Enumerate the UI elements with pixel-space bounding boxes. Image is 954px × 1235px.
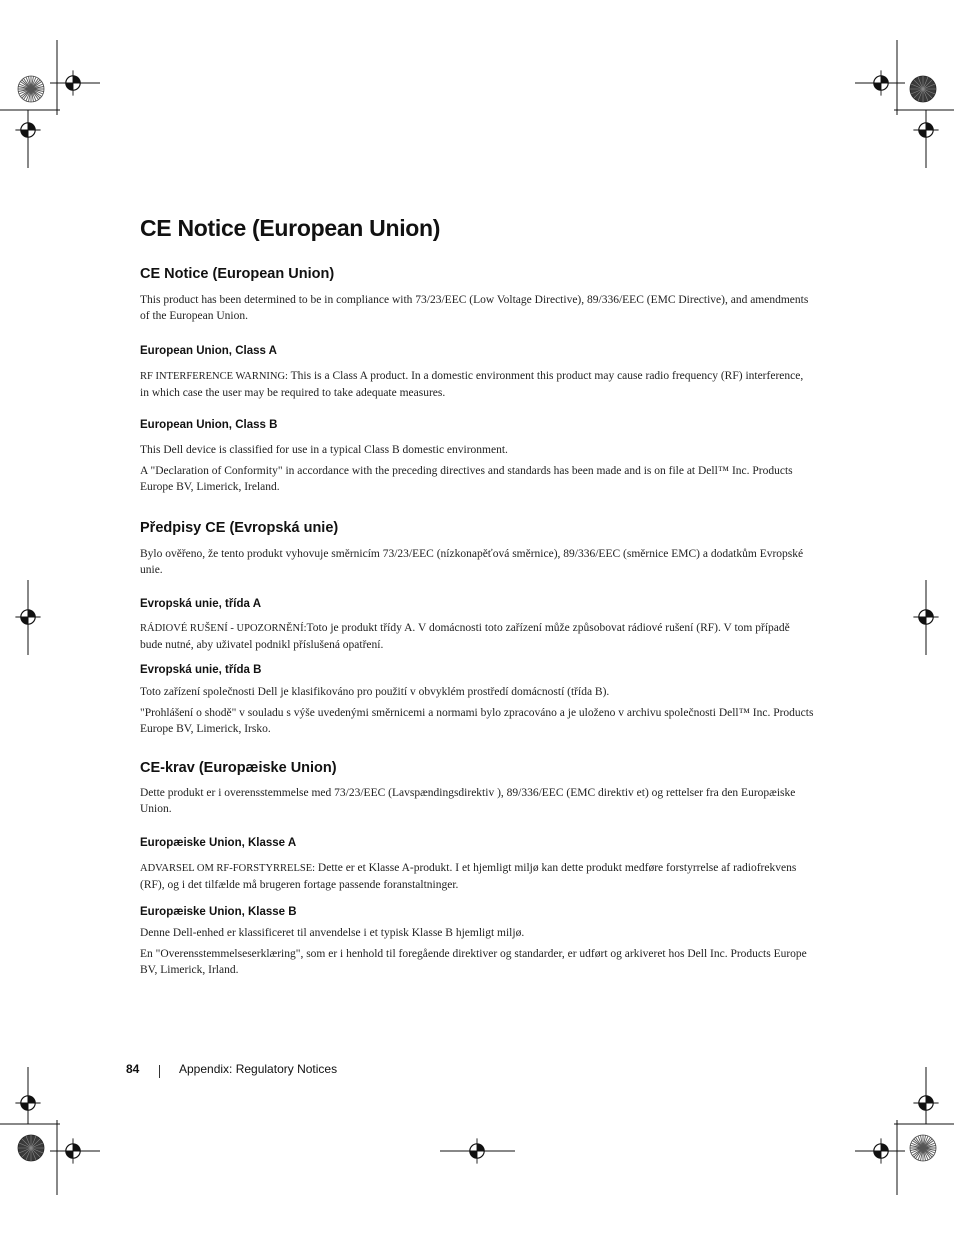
class-a-heading-danish: Europæiske Union, Klasse A (140, 837, 297, 849)
class-b-heading-czech: Evropská unie, třída B (140, 664, 262, 676)
class-b-heading-danish: Europæiske Union, Klasse B (140, 906, 297, 918)
class-b-text2-czech: "Prohlášení o shodě" v souladu s výše uvedenými směrnicemi a normami bylo zpracováno a je uloženo v archivu společnosti Dell™ Inc. Products Europe BV, Limerick, Irsko. (140, 707, 814, 735)
class-a-text-czech (140, 620, 814, 653)
section-heading-danish: CE-krav (Europæiske Union) (140, 760, 337, 776)
footer-section-title: Appendix: Regulatory Notices (179, 1062, 338, 1076)
class-b-text1-english: This Dell device is classified for use in a typical Class B domestic environment. (140, 444, 508, 456)
section-heading-czech: Předpisy CE (Evropská unie) (140, 520, 339, 536)
class-a-lead-czech: RÁDIOVÉ RUŠENÍ - UPOZORNĚNÍ: (140, 623, 307, 634)
class-b-text2-english: A "Declaration of Conformity" in accordance with the preceding directives and standards has been made and is on file at Dell™ Inc. Products Europe BV, Limerick, Ireland. (140, 465, 793, 493)
section-heading-english: CE Notice (European Union) (140, 266, 335, 282)
class-a-lead-english: RF INTERFERENCE WARNING: (140, 371, 288, 382)
class-a-text-danish (140, 860, 814, 893)
class-b-heading-english: European Union, Class B (140, 419, 278, 431)
class-a-body-czech: Toto je produkt třídy A. V domácnosti toto zařízení může způsobovat rádiové rušení (RF). V tom případě bude nutné, aby uživatel podnikl příslušená opatření. (140, 622, 790, 651)
class-a-text-english (140, 368, 814, 401)
class-b-text2-danish: En "Overensstemmelseserklæring", som er i henhold til foregående direktiver og standarder, er udført og arkiveret hos Dell Inc. Products Europe BV, Limerick, Irland. (140, 948, 807, 976)
class-b-text1-danish: Denne Dell-enhed er klassificeret til anvendelse i et typisk Klasse B hjemligt miljø. (140, 927, 525, 939)
class-b-text1-czech: Toto zařízení společnosti Dell je klasifikováno pro použití v obvyklém prostředí domácností (třída B). (140, 686, 610, 698)
section-intro-danish: Dette produkt er i overensstemmelse med 73/23/EEC (Lavspændingsdirektiv ), 89/336/EEC (EMC direktiv et) og rettelser fra den Europæiske Union. (140, 787, 796, 815)
class-a-heading-english: European Union, Class A (140, 345, 277, 357)
page-number: 84 (126, 1062, 140, 1076)
section-intro-english: This product has been determined to be in compliance with 73/23/EEC (Low Voltage Directive), 89/336/EEC (EMC Directive), and amendments of the European Union. (140, 294, 809, 322)
class-a-heading-czech: Evropská unie, třída A (140, 598, 261, 610)
page-title: CE Notice (European Union) (140, 215, 441, 241)
footer-divider (159, 1065, 160, 1078)
section-intro-czech: Bylo ověřeno, že tento produkt vyhovuje směrnicím 73/23/EEC (nízkonapěťová směrnice), 89/336/EEC (směrnice EMC) a dodatkům Evropské unie. (140, 548, 804, 576)
class-a-body-danish: Dette er et Klasse A-produkt. I et hjemligt miljø kan dette produkt medføre forstyrrelse af radiofrekvens (RF), og i det tilfælde må brugeren fortage passende foranstaltninger. (140, 862, 797, 891)
class-a-body-english: This is a Class A product. In a domestic environment this product may cause radio frequency (RF) interference, in which case the user may be required to take adequate measures. (140, 370, 804, 399)
class-a-lead-danish: ADVARSEL OM RF-FORSTYRRELSE: (140, 863, 316, 874)
